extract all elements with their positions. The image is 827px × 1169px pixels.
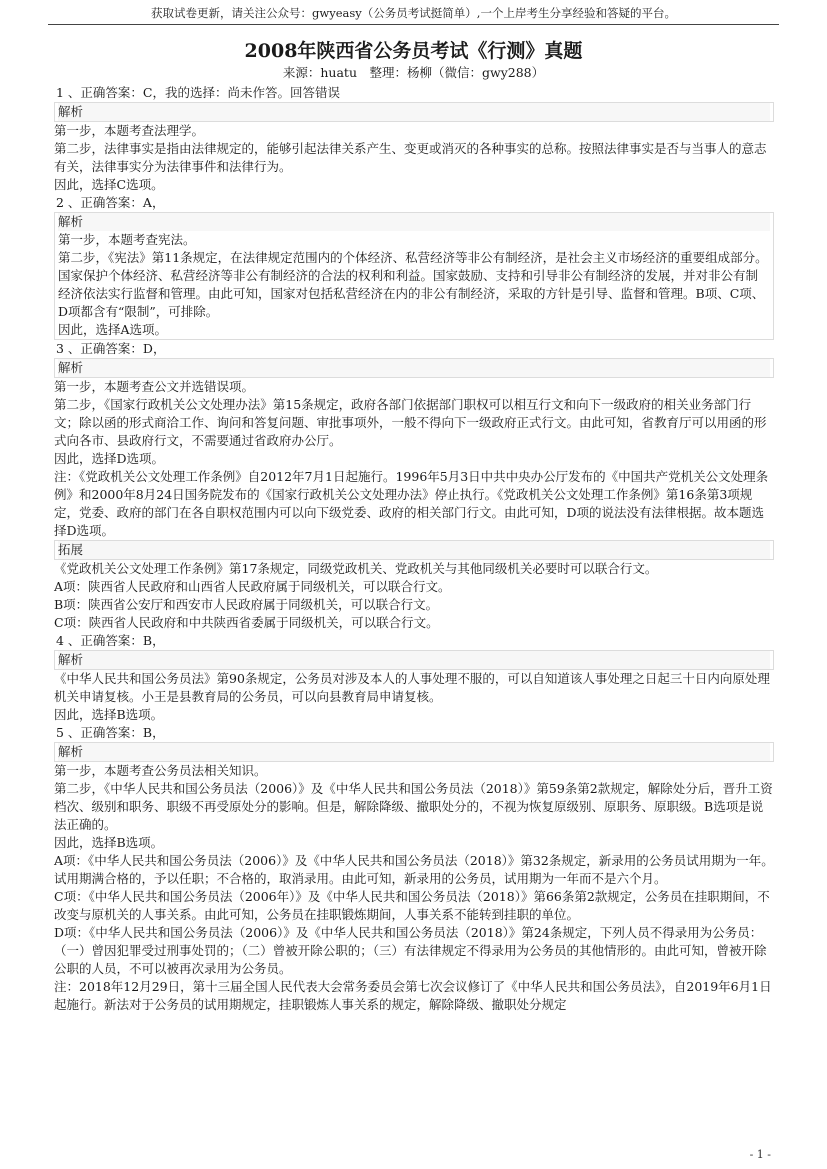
question-4	[54, 632, 774, 724]
analysis-conclusion: 因此，选择B选项。	[54, 707, 164, 722]
analysis-section	[54, 212, 774, 340]
analysis-conclusion: 因此，选择D选项。	[54, 451, 165, 466]
document-title: 2008年陕西省公务员考试《行测》真题	[244, 40, 583, 62]
header-notice: 获取试卷更新，请关注公众号：gwyeasy（公务员考试挺简单）,一个上岸考生分享经验和答疑的平台。	[151, 6, 676, 20]
analysis-conclusion: 因此，选择C选项。	[54, 177, 164, 192]
answer-line: 2 、正确答案：A，	[56, 195, 165, 210]
extension-text: B项：陕西省公安厅和西安市人民政府属于同级机关，可以联合行文。	[54, 597, 439, 612]
document-subtitle: 来源：huatu 整理：杨柳（微信：gwy288）	[282, 65, 545, 80]
analysis-text: 第一步，本题考查公务员法相关知识。	[54, 763, 267, 778]
analysis-conclusion: 因此，选择A选项。	[58, 322, 168, 337]
extension-text: 《党政机关公文处理工作条例》第17条规定，同级党政机关、党政机关与其他同级机关必要时可以联合行文。	[54, 561, 658, 576]
analysis-text: 《中华人民共和国公务员法》第90条规定，公务员对涉及本人的人事处理不服的，可以自知道该人事处理之日起三十日内向原处理机关申请复核。小王是县教育局的公务员，可以向县教育局申请复核。	[54, 671, 770, 704]
analysis-text: 第二步，《国家行政机关公文处理办法》第15条规定，政府各部门依据部门职权可以相互行文和向下一级政府的相关业务部门行文；除以函的形式商洽工作、询问和答复问题、审批事项外，一般不得向下一级政府正式行文。由此可知，省教育厅可以用函的形式向各市、县政府行文，不需要通过省政府办公厅。	[54, 397, 767, 448]
analysis-section	[54, 650, 774, 670]
question-1	[54, 84, 774, 194]
answer-line: 1 、正确答案：C，我的选择：尚未作答。回答错误	[56, 85, 340, 100]
option-d-list: （一）曾因犯罪受过刑事处罚的；（二）曾被开除公职的；（三）有法律规定不得录用为公务员的其他情形的。由此可知，曾被开除公职的人员，不可以被再次录用为公务员。	[54, 943, 767, 976]
analysis-conclusion: 因此，选择B选项。	[54, 835, 164, 850]
header-divider	[48, 24, 779, 25]
answer-line: 3 、正确答案：D，	[56, 341, 166, 356]
analysis-text: 第一步，本题考查公文并选错误项。	[54, 379, 255, 394]
option-c-text: C项：《中华人民共和国公务员法（2006年）》及《中华人民共和国公务员法（2018）》第66条第2款规定，公务员在挂职期间，不改变与原机关的人事关系。由此可知，公务员在挂职锻炼期间，人事关系不能转到挂职的单位。	[54, 889, 770, 922]
analysis-text: 第二步，《中华人民共和国公务员法（2006）》及《中华人民共和国公务员法（2018）》第59条第2款规定，解除处分后，晋升工资档次、级别和职务、职级不再受原处分的影响。但是，解除降级、撤职处分的，不视为恢复原级别、原职务、原职级。B选项是说法正确的。	[54, 781, 773, 832]
extension-heading: 拓展	[58, 541, 770, 559]
answer-line: 4 、正确答案：B，	[56, 633, 165, 648]
question-list	[54, 84, 774, 1014]
analysis-heading: 解析	[58, 651, 770, 669]
question-3	[54, 340, 774, 632]
analysis-text: 第二步，《宪法》第11条规定，在法律规定范围内的个体经济、私营经济等非公有制经济，是社会主义市场经济的重要组成部分。国家保护个体经济、私营经济等非公有制经济的合法的权利和利益。国家鼓励、支持和引导非公有制经济的发展，并对非公有制经济依法实行监督和管理。由此可知，国家对包括私营经济在内的非公有制经济，采取的方针是引导、监督和管理。B项、C项、D项都含有“限制”，可排除。	[58, 250, 768, 319]
analysis-heading: 解析	[58, 359, 770, 377]
analysis-heading: 解析	[58, 213, 770, 231]
question-2	[54, 194, 774, 340]
page-number: - 1 -	[749, 1148, 771, 1161]
analysis-note: 注：《党政机关公文处理工作条例》自2012年7月1日起施行。1996年5月3日中共中央办公厅发布的《中国共产党机关公文处理条例》和2000年8月24日国务院发布的《国家行政机关公文处理办法》停止执行。《党政机关公文处理工作条例》第16条第3项规定，党委、政府的部门在各自职权范围内可以向下级党委、政府的相关部门行文。由此可知，D项的说法没有法律根据。故本题选择D选项。	[54, 469, 769, 538]
answer-line: 5 、正确答案：B，	[56, 725, 165, 740]
option-a-text: A项：《中华人民共和国公务员法（2006）》及《中华人民共和国公务员法（2018）》第32条规定，新录用的公务员试用期为一年。试用期满合格的，予以任职；不合格的，取消录用。由此可知，新录用的公务员，试用期为一年而不是六个月。	[54, 853, 774, 886]
analysis-section	[54, 742, 774, 762]
analysis-text: 第二步，法律事实是指由法律规定的，能够引起法律关系产生、变更或消灭的各种事实的总称。按照法律事实是否与当事人的意志有关，法律事实分为法律事件和法律行为。	[54, 141, 767, 174]
analysis-text: 第一步，本题考查法理学。	[54, 123, 205, 138]
extension-text: A项：陕西省人民政府和山西省人民政府属于同级机关，可以联合行文。	[54, 579, 451, 594]
analysis-heading: 解析	[58, 103, 770, 121]
analysis-heading: 解析	[58, 743, 770, 761]
option-d-text: D项：《中华人民共和国公务员法（2006）》及《中华人民共和国公务员法（2018）》第24条规定，下列人员不得录用为公务员：	[54, 925, 763, 940]
extension-section	[54, 540, 774, 560]
analysis-note: 注：2018年12月29日，第十三届全国人民代表大会常务委员会第七次会议修订了《中华人民共和国公务员法》，自2019年6月1日起施行。新法对于公务员的试用期规定，挂职锻炼人事关系的规定，解除降级、撤职处分规定	[54, 979, 772, 1012]
analysis-section	[54, 102, 774, 122]
analysis-text: 第一步，本题考查宪法。	[58, 232, 196, 247]
analysis-section	[54, 358, 774, 378]
question-5	[54, 724, 774, 1014]
extension-text: C项：陕西省人民政府和中共陕西省委属于同级机关，可以联合行文。	[54, 615, 439, 630]
